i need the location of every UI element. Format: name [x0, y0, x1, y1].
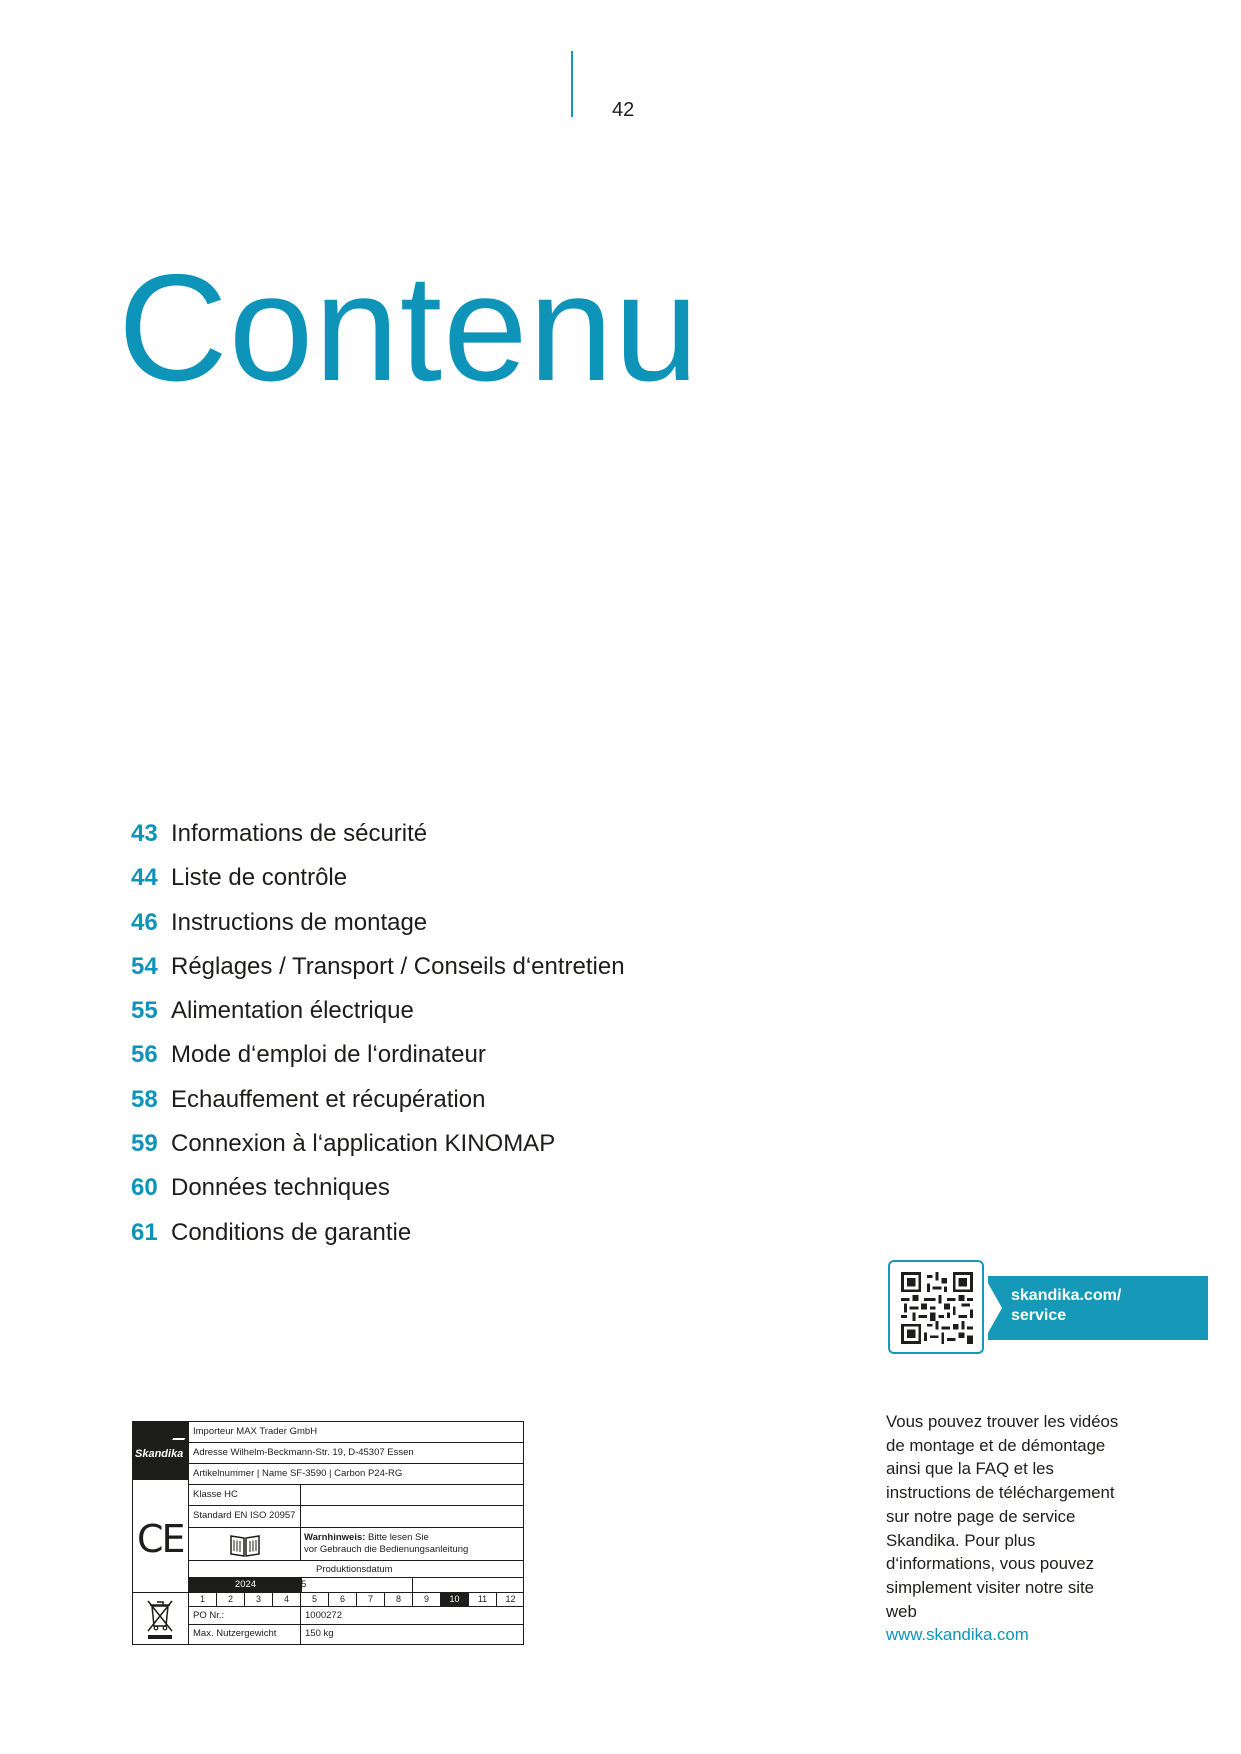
label-gridline	[188, 1463, 523, 1464]
toc-item[interactable]	[131, 1166, 625, 1210]
label-gridline	[188, 1606, 523, 1607]
month-cell-active: 10	[441, 1593, 469, 1606]
toc-item[interactable]	[131, 901, 625, 945]
toc-page-number: 59	[131, 1130, 158, 1158]
label-gridline	[133, 1592, 188, 1593]
label-gridline	[188, 1442, 523, 1443]
month-cell: 12	[505, 1594, 516, 1604]
label-gridline	[300, 1606, 301, 1644]
month-cell: 4	[273, 1593, 301, 1606]
label-warning	[304, 1532, 429, 1543]
toc-item[interactable]	[131, 812, 625, 856]
toc-page-number: 46	[131, 908, 158, 936]
toc-page-number: 44	[131, 864, 158, 892]
toc-label: Informations de sécurité	[171, 820, 428, 847]
product-label	[132, 1421, 524, 1645]
toc-page-number: 43	[131, 820, 158, 847]
toc-label: Données techniques	[171, 1174, 390, 1202]
label-gridline	[188, 1505, 523, 1506]
label-weight-value: 150 kg	[305, 1628, 334, 1639]
label-gridline	[188, 1527, 523, 1528]
brand-swoosh-icon	[169, 1438, 186, 1446]
toc-page-number: 56	[131, 1041, 158, 1069]
toc-label: Instructions de montage	[171, 908, 428, 936]
website-link[interactable]: www.skandika.com	[886, 1625, 1029, 1645]
qr-frame	[888, 1260, 984, 1354]
toc-label: Echauffement et récupération	[171, 1085, 486, 1113]
label-warning-title: Warnhinweis:	[304, 1532, 366, 1543]
page-number: 42	[612, 99, 635, 121]
label-gridline	[188, 1560, 523, 1561]
weee-bin-icon	[145, 1598, 175, 1640]
label-article: Artikelnummer | Name SF-3590 | Carbon P24-RG	[193, 1468, 403, 1479]
month-cell: 9	[413, 1593, 441, 1606]
toc-item[interactable]	[131, 1122, 625, 1166]
toc-item[interactable]	[131, 856, 625, 900]
toc-page-number: 55	[131, 997, 158, 1025]
toc-item[interactable]	[131, 989, 625, 1033]
month-cell: 2	[217, 1593, 245, 1606]
toc-label: Alimentation électrique	[171, 997, 414, 1025]
label-weight-label: Max. Nutzergewicht	[193, 1628, 277, 1639]
toc-item[interactable]	[131, 1078, 625, 1122]
month-cell: 3	[245, 1593, 273, 1606]
label-po-value: 1000272	[305, 1610, 342, 1621]
label-warning-text: Bitte lesen Sie	[368, 1532, 429, 1543]
toc-label: Conditions de garantie	[171, 1218, 412, 1246]
label-class: Klasse HC	[193, 1489, 238, 1500]
label-months	[189, 1593, 524, 1606]
label-gridline	[133, 1479, 188, 1480]
qr-service-banner[interactable]	[888, 1260, 1208, 1356]
header-divider	[571, 51, 573, 117]
label-year-fragment: 5	[301, 1579, 307, 1590]
brand-logo	[133, 1422, 188, 1479]
month-cell: 11	[469, 1593, 497, 1606]
toc-label: Liste de contrôle	[171, 864, 348, 892]
toc-page-number: 60	[131, 1174, 158, 1202]
toc-item[interactable]	[131, 1211, 625, 1255]
label-address: Adresse Wilhelm-Beckmann-Str. 19, D-45307 Essen	[193, 1447, 414, 1458]
toc-page-number: 61	[131, 1218, 158, 1246]
manual-book-icon	[229, 1532, 261, 1558]
label-gridline	[188, 1624, 523, 1625]
toc-page-number: 58	[131, 1085, 158, 1113]
service-info	[886, 1410, 1126, 1647]
month-cell: 6	[329, 1593, 357, 1606]
label-importer: Importeur MAX Trader GmbH	[193, 1426, 318, 1437]
qr-code-icon[interactable]	[900, 1272, 974, 1344]
qr-band-notch	[984, 1276, 1002, 1340]
toc-label: Réglages / Transport / Conseils d‘entretien	[171, 952, 625, 980]
toc-item[interactable]	[131, 1033, 625, 1077]
toc-label: Mode d‘emploi de l‘ordinateur	[171, 1041, 486, 1069]
label-gridline	[412, 1577, 413, 1592]
month-cell: 7	[357, 1593, 385, 1606]
qr-url-line1: skandika.com/	[1011, 1287, 1122, 1304]
toc-item[interactable]	[131, 945, 625, 989]
month-cell: 8	[385, 1593, 413, 1606]
label-po-label: PO Nr.:	[193, 1610, 225, 1621]
service-description: Vous pouvez trouver les vidéos de montage et de démontage ainsi que la FAQ et les instructions de téléchargement sur notre page de service Skandika. Pour plus d‘informations, vous pouvez simplement visiter notre site web	[886, 1412, 1119, 1621]
label-gridline	[300, 1484, 301, 1560]
label-gridline	[188, 1422, 189, 1644]
qr-url-line2: service	[1011, 1307, 1067, 1324]
toc-label: Connexion à l‘application KINOMAP	[171, 1130, 556, 1158]
qr-banner-text	[1011, 1286, 1121, 1326]
label-gridline	[188, 1484, 523, 1485]
brand-name: Skandika	[135, 1448, 184, 1460]
label-production-date: Produktionsdatum	[316, 1564, 393, 1575]
ce-mark: CE	[137, 1517, 184, 1561]
month-cell: 5	[301, 1593, 329, 1606]
toc-page-number: 54	[131, 952, 158, 980]
page-title: Contenu	[118, 243, 700, 413]
label-standard: Standard EN ISO 20957	[193, 1510, 296, 1521]
label-year: 2024	[189, 1578, 302, 1592]
month-cell: 1	[189, 1593, 217, 1606]
table-of-contents	[131, 812, 625, 1255]
label-warning-line2: vor Gebrauch die Bedienungsanleitung	[304, 1544, 469, 1555]
